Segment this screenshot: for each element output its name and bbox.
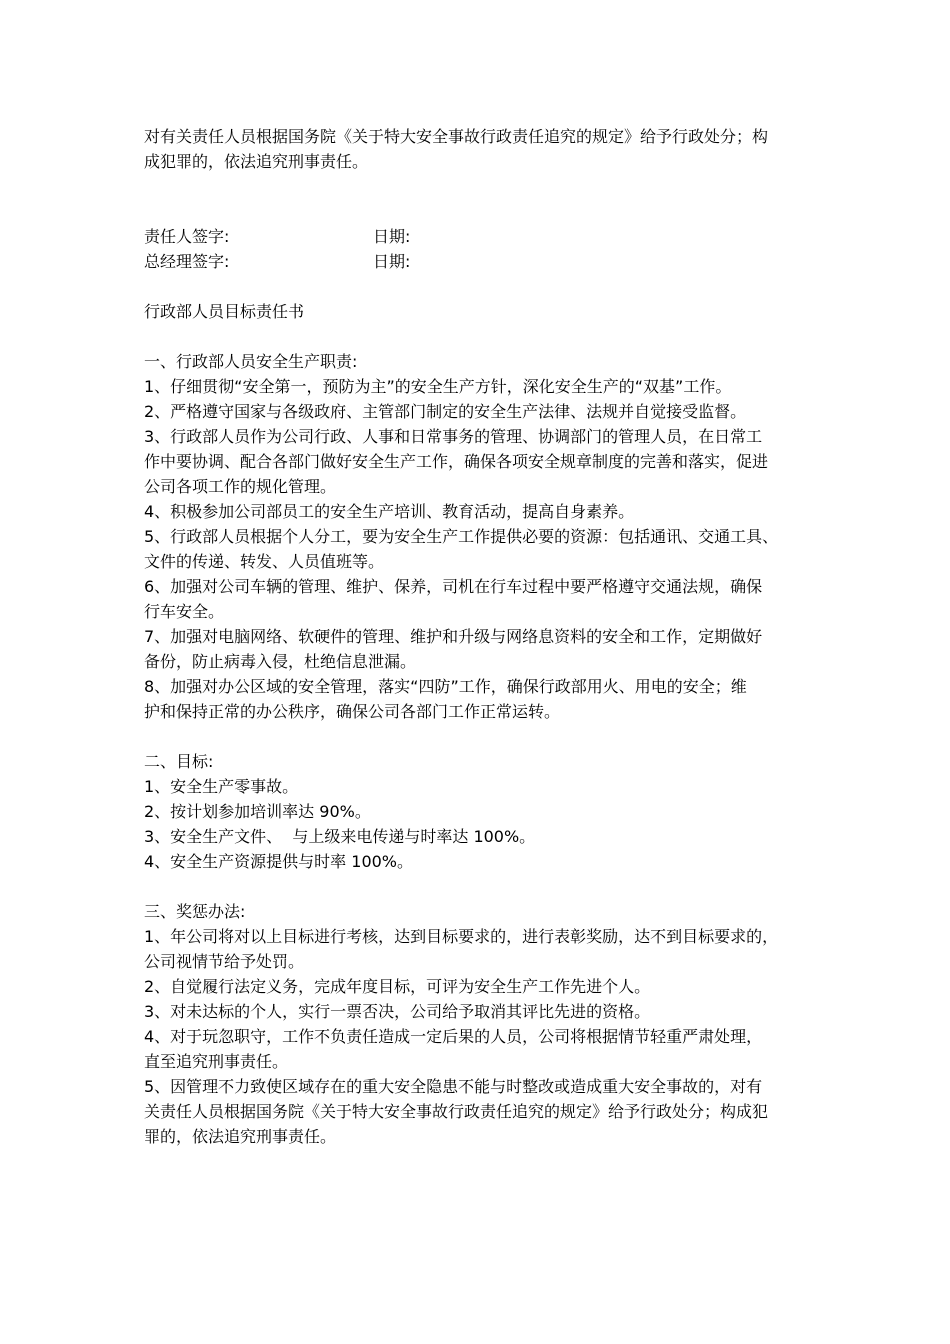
section1-line: 文件的传递、转发、人员值班等。 <box>144 552 385 571</box>
intro-line-2: 成犯罪的，依法追究刑事责任。 <box>144 152 369 171</box>
section3-line: 1、年公司将对以上目标进行考核，达到目标要求的，进行表彰奖励，达不到目标要求的， <box>144 927 779 946</box>
date-label: 日期: <box>373 227 411 246</box>
section3-line: 5、因管理不力致使区域存在的重大安全隐患不能与时整改或造成重大安全事故的，对有 <box>144 1077 763 1096</box>
section1-line: 备份，防止病毒入侵，杜绝信息泄漏。 <box>144 652 417 671</box>
document-title: 行政部人员目标责任书 <box>144 302 305 321</box>
section1-line: 8、加强对办公区域的安全管理，落实“四防”工作，确保行政部用火、用电的安全；维 <box>144 677 747 696</box>
section1-line: 4、积极参加公司部员工的安全生产培训、教育活动，提高自身素养。 <box>144 502 635 521</box>
section1-line: 6、加强对公司车辆的管理、维护、保养，司机在行车过程中要严格遵守交通法规，确保 <box>144 577 763 596</box>
signature-label: 责任人签字: <box>144 227 230 246</box>
section3-line: 直至追究刑事责任。 <box>144 1052 289 1071</box>
section1-line: 护和保持正常的办公秩序，确保公司各部门工作正常运转。 <box>144 702 561 721</box>
section3-line: 关责任人员根据国务院《关于特大安全事故行政责任追究的规定》给予行政处分；构成犯 <box>144 1102 769 1121</box>
signature-row-responsible <box>144 224 820 249</box>
section2-line: 2、按计划参加培训率达 90%。 <box>144 802 371 821</box>
section3-line: 公司视情节给予处罚。 <box>144 952 305 971</box>
date-label: 日期: <box>373 252 411 271</box>
section1-line: 3、行政部人员作为公司行政、人事和日常事务的管理、协调部门的管理人员，在日常工 <box>144 427 763 446</box>
section3-line: 4、对于玩忽职守，工作不负责任造成一定后果的人员，公司将根据情节轻重严肃处理， <box>144 1027 763 1046</box>
section3-line: 2、自觉履行法定义务，完成年度目标，可评为安全生产工作先进个人。 <box>144 977 651 996</box>
section2-line: 4、安全生产资源提供与时率 100%。 <box>144 852 414 871</box>
section3-heading: 三、奖惩办法: <box>144 902 246 921</box>
signature-row-manager <box>144 249 820 274</box>
section1-heading: 一、行政部人员安全生产职责: <box>144 352 358 371</box>
section2-line: 1、安全生产零事故。 <box>144 777 299 796</box>
section1-line: 7、加强对电脑网络、软硬件的管理、维护和升级与网络息资料的安全和工作，定期做好 <box>144 627 763 646</box>
intro-line-1: 对有关责任人员根据国务院《关于特大安全事故行政责任追究的规定》给予行政处分；构 <box>144 127 769 146</box>
section1-line: 公司各项工作的规化管理。 <box>144 477 337 496</box>
section1-line: 2、严格遵守国家与各级政府、主管部门制定的安全生产法律、法规并自觉接受监督。 <box>144 402 747 421</box>
section2-heading: 二、目标: <box>144 752 214 771</box>
section1-line: 作中要协调、配合各部门做好安全生产工作，确保各项安全规章制度的完善和落实，促进 <box>144 452 769 471</box>
signature-label: 总经理签字: <box>144 252 230 271</box>
section3-line: 3、对未达标的个人，实行一票否决，公司给予取消其评比先进的资格。 <box>144 1002 651 1021</box>
section1-line: 行车安全。 <box>144 602 225 621</box>
section1-line: 1、仔细贯彻“安全第一，预防为主”的安全生产方针，深化安全生产的“双基”工作。 <box>144 377 732 396</box>
document-page <box>144 124 820 1149</box>
section3-line: 罪的，依法追究刑事责任。 <box>144 1127 337 1146</box>
section2-line: 3、安全生产文件、 与上级来电传递与时率达 100%。 <box>144 827 536 846</box>
section1-line: 5、行政部人员根据个人分工，要为安全生产工作提供必要的资源：包括通讯、交通工具、 <box>144 527 779 546</box>
